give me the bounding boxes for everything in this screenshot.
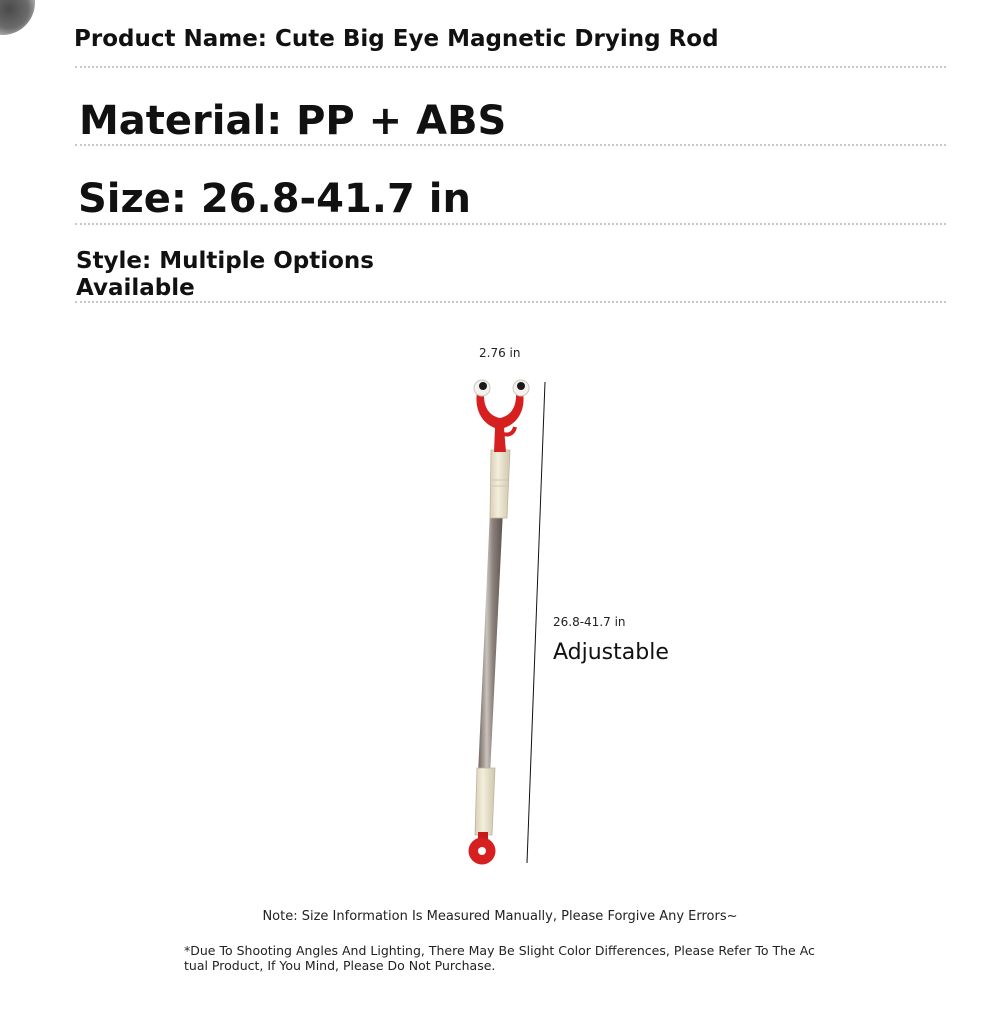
rod-lower-grip <box>475 768 495 835</box>
head-width-label: 2.76 in <box>479 346 521 360</box>
divider <box>75 66 946 68</box>
adjustable-label: Adjustable <box>553 640 669 665</box>
divider <box>75 301 946 303</box>
product-name: Product Name: Cute Big Eye Magnetic Drying Rod <box>74 26 719 52</box>
rod-pole <box>478 510 503 775</box>
rod-upper-grip <box>490 450 510 518</box>
color-disclaimer: *Due To Shooting Angles And Lighting, There May Be Slight Color Differences, Please Refer To The Actual Product, If You Mind, Please Do Not Purchase. <box>184 943 815 973</box>
drying-rod-illustration <box>440 370 570 870</box>
corner-decoration <box>0 0 35 35</box>
measurement-note: Note: Size Information Is Measured Manually, Please Forgive Any Errors~ <box>262 909 738 924</box>
size-spec: Size: 26.8-41.7 in <box>78 176 471 222</box>
dimension-line <box>527 382 545 863</box>
divider <box>75 144 946 146</box>
style-spec: Style: Multiple Options Available <box>76 248 374 301</box>
material-spec: Material: PP + ABS <box>79 98 507 144</box>
length-label: 26.8-41.7 in <box>553 615 626 629</box>
divider <box>75 223 946 225</box>
rod-head <box>476 392 523 452</box>
